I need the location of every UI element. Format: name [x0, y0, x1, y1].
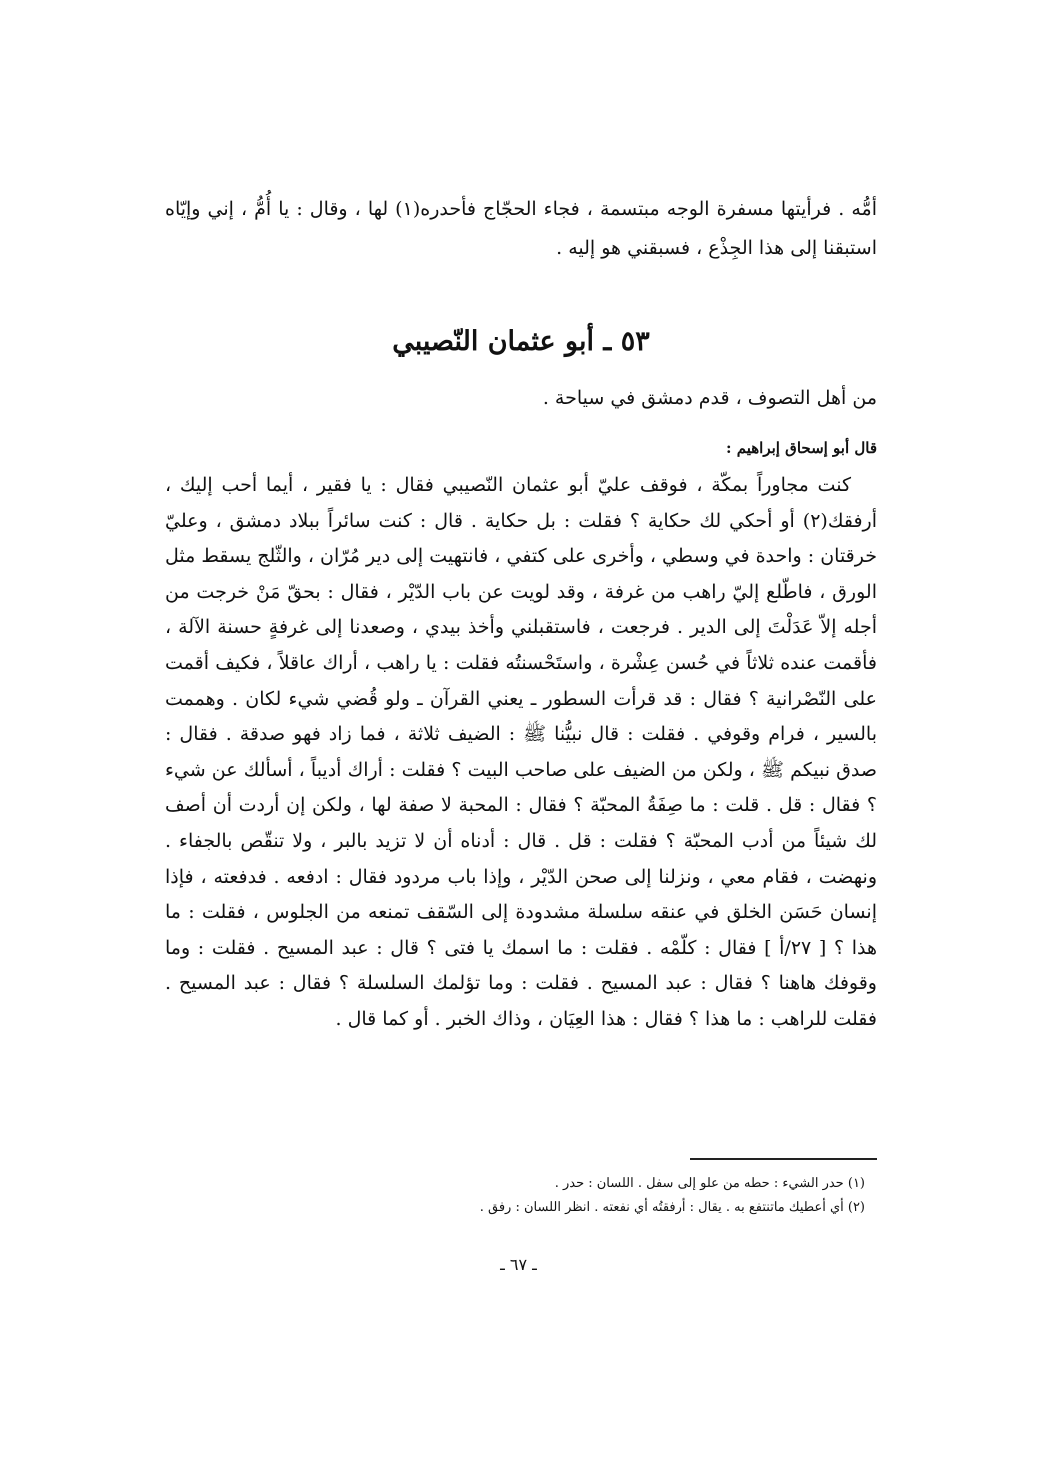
speaker-line: قال أبو إسحاق إبراهيم :: [726, 439, 877, 457]
body-text: كنت مجاوراً بمكّة ، فوقف عليّ أبو عثمان النّصيبي فقال : يا فقير ، أيما أحب إليك ، أرفقك(٢) أو أحكي لك حكاية ؟ فقلت : بل حكاية . قال : كنت سائراً ببلاد دمشق ، وعليّ خرقتان : واحدة في وسطي ، وأخرى على كتفي ، فانتهيت إلى دير مُرّان ، والثّلج يسقط مثل الورق ، فاطّلع إليّ راهب من غرفة ، وقد لويت عن باب الدّيْر ، فقال : بحقّ مَنْ خرجت من أجله إلاّ عَدَلْتَ إلى الدير . فرجعت ، فاستقبلني وأخذ بيدي ، وصعدنا إلى غرفةٍ حسنة الآلة ، فأقمت عنده ثلاثاً في حُسن عِشْرة ، واستَحْسنتُه فقلت : يا راهب ، أراك عاقلاً ، فكيف أقمت على النّصْرانية ؟ فقال : قد قرأت السطور ـ يعني القرآن ـ ولو قُضي شيء لكان . وهممت بالسير ، فرام وقوفي . فقلت : قال نبيُّنا ﷺ : الضيف ثلاثة ، فما زاد فهو صدقة . فقال : صدق نبيكم ﷺ ، ولكن من الضيف على صاحب البيت ؟ فقلت : أراك أديباً ، أسألك عن شيء ؟ فقال : قل . قلت : ما صِفَةُ المحبّة ؟ فقال : المحبة لا صفة لها ، ولكن إن أردت أن أصف لك شيئاً من أدب المحبّة ؟ فقلت : قل . قال : أدناه أن لا تزيد بالبر ، ولا تنقّص بالجفاء . ونهضت ، فقام معي ، ونزلنا إلى صحن الدّيْر ، وإذا باب مردود فقال : ادفعه . فدفعته ، فإذا إنسان حَسَن الخلق في عنقه سلسلة مشدودة إلى السّقف تمنعه من الجلوس ، فقلت : ما هذا ؟ [ ٢٧/أ ] فقال : كلّمْه . فقلت : ما اسمك يا فتى ؟ قال : عبد المسيح . فقلت : وما وقوفك هاهنا ؟ فقال : عبد المسيح . فقلت : وما تؤلمك السلسلة ؟ فقال : عبد المسيح . فقلت للراهب : ما هذا ؟ فقال : هذا العِيَان ، وذاك الخبر . أو كما قال .: [165, 474, 878, 1030]
section-body: [165, 468, 877, 1038]
footnote-1: (١) حدر الشيء : حطه من علو إلى سفل . اللسان : حدر .: [554, 1176, 865, 1191]
footnote-2: (٢) أي أعطيك ماتنتفع به . يقال : أرفقتُه أي نفعته . انظر اللسان : رفق .: [479, 1200, 865, 1215]
intro-text: أمُّه . فرأيتها مسفرة الوجه مبتسمة ، فجاء الحجّاج فأحدره(١) لها ، وقال : يا أُمُّ ، إني وإيّاه استبقنا إلى هذا الجِذْع ، فسبقني هو إليه .: [165, 198, 877, 259]
page-number: ـ ٦٧ ـ: [500, 1255, 537, 1274]
intro-paragraph: [165, 190, 877, 268]
footnote-divider: [690, 1158, 877, 1160]
section-title: ٥٣ ـ أبو عثمان النّصيبي: [392, 326, 650, 357]
footnotes: [165, 1172, 877, 1220]
section-lead: من أهل التصوف ، قدم دمشق في سياحة .: [542, 387, 877, 409]
